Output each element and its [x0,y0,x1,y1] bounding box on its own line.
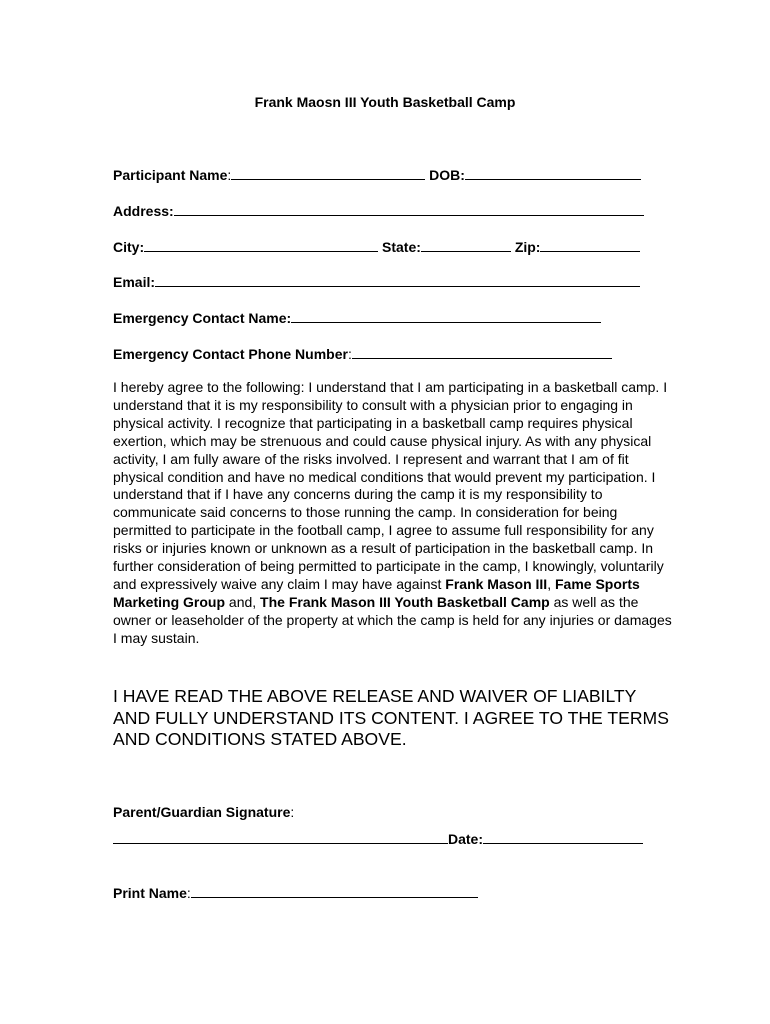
print-name-colon: : [186,885,191,901]
address-field[interactable] [174,203,644,216]
waiver-separator-2: and, [225,593,261,610]
state-field[interactable] [421,239,511,252]
address-label: Address: [113,203,174,219]
print-name-field[interactable] [191,885,478,898]
dob-label: DOB: [429,167,465,183]
agreement-statement: I HAVE READ THE ABOVE RELEASE AND WAIVER OF LIABILTY AND FULLY UNDERSTAND ITS CONTENT. I AGREE TO THE TERMS AND CONDITIONS STATED ABOVE. [113,686,669,749]
emergency-name-label: Emergency Contact Name: [113,310,292,326]
zip-label: Zip: [514,239,541,255]
participant-name-field[interactable] [231,167,425,180]
signature-label: Parent/Guardian Signature [113,804,291,820]
waiver-party-fame-sports: Fame Sports Marketing Group [113,575,640,610]
participant-name-label: Participant Name [113,167,228,183]
city-row [113,238,640,256]
emergency-name-row [113,309,601,327]
emergency-phone-row [113,345,612,363]
state-label: State: [382,239,421,255]
participant-name-colon: : [227,167,232,183]
waiver-separator-1: , [547,575,555,592]
waiver-text-part1: I hereby agree to the following: I understand that I am participating in a basketball camp. I understand that it is my responsibility to consult with a physician prior to engaging in physical activity. I recognize that participating in a basketball camp requires physical exertion, which may be strenuous and could cause physical injury. As with any physical activity, I am fully aware of the risks involved. I represent and warrant that I am of fit physical condition and have no medical conditions that would prevent my participation. I understand that if I have any concerns during the camp it is my responsibility to communicate said concerns to those running the camp. In consideration for being permitted to participate in the football camp, I agree to assume full responsibility for any risks or injuries known or unknown as a result of participation in the basketball camp. In further consideration of being permitted to participate in the camp, I knowingly, voluntarily and expressively waive any claim I may have against [113,379,668,592]
emergency-phone-colon: : [347,346,352,362]
print-name-label: Print Name [113,885,187,901]
emergency-phone-field[interactable] [352,346,612,359]
participant-row [113,166,641,184]
email-row [113,273,640,291]
email-label: Email: [113,274,156,290]
dob-field[interactable] [465,167,641,180]
form-title: Frank Maosn III Youth Basketball Camp [254,94,516,110]
city-field[interactable] [144,239,378,252]
emergency-phone-label: Emergency Contact Phone Number [113,346,348,362]
city-label: City: [113,239,145,255]
print-name-row [113,884,478,902]
date-field[interactable] [483,831,643,844]
waiver-paragraph [113,379,673,648]
signature-label-row [113,803,294,821]
zip-field[interactable] [540,239,640,252]
emergency-name-field[interactable] [291,310,601,323]
signature-label-colon: : [290,804,295,820]
signature-field[interactable] [113,831,448,844]
signature-row [113,830,643,848]
address-row [113,202,644,220]
waiver-party-frank-mason: Frank Mason III [445,575,548,592]
waiver-text-part2: as well as the owner or leaseholder of the property at which the camp is held for any injuries or damages I may sustain. [113,593,672,646]
email-field[interactable] [155,274,640,287]
date-label: Date: [448,831,484,847]
waiver-party-camp: The Frank Mason III Youth Basketball Camp [260,593,550,610]
